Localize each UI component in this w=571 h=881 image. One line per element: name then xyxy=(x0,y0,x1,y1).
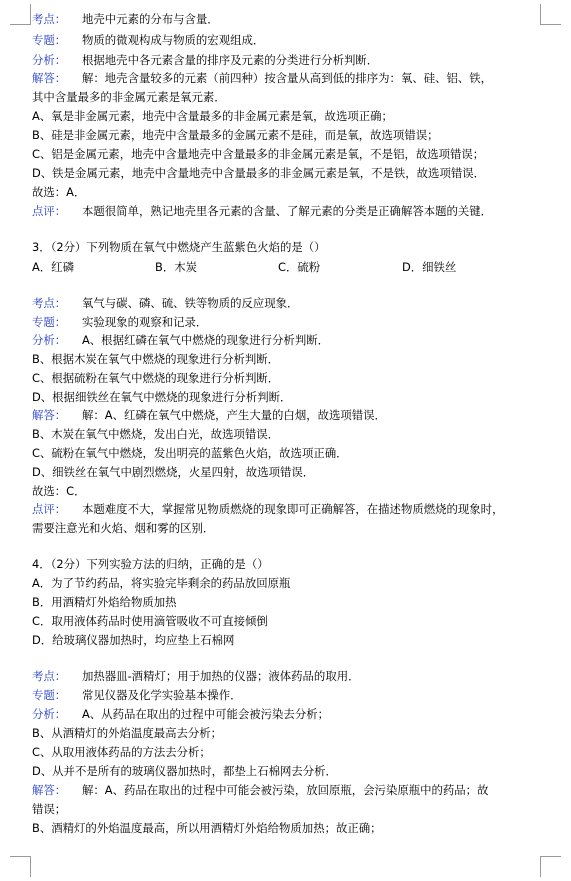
q2-kaodian-line xyxy=(32,12,219,26)
q3-jieda-cont: C、硫粉在氧气中燃烧，发出明亮的蓝紫色火焰，故选项正确． xyxy=(32,446,348,460)
q3-fenxi-cont: C、根据硫粉在氧气中燃烧的现象进行分析判断． xyxy=(32,371,280,385)
jieda-label: 解答： xyxy=(32,71,67,85)
q3-option-a: A．红磷 xyxy=(32,260,74,274)
q2-zhuanti-text: 物质的微观构成与物质的宏观组成． xyxy=(82,33,265,47)
q4-option-a: A．为了节约药品，将实验完毕剩余的药品放回原瓶 xyxy=(32,576,291,590)
q3-fenxi-text: A、根据红磷在氧气中燃烧的现象进行分析判断． xyxy=(82,333,329,347)
q4-question: 4．（2分）下列实验方法的归纳，正确的是（） xyxy=(32,557,269,571)
q3-fenxi-line xyxy=(32,333,329,347)
q4-fenxi-text: A、从药品在取出的过程中可能会被污染去分析； xyxy=(82,707,329,721)
q4-jieda-cont: B、酒精灯的外焰温度最高，所以用酒精灯外焰给物质加热；故正确； xyxy=(32,821,382,835)
q3-fenxi-cont: B、根据木炭在氧气中燃烧的现象进行分析判断． xyxy=(32,352,280,366)
q2-jieda-line xyxy=(32,71,492,85)
q4-jieda-text: 解：A、药品在取出的过程中可能会被污染，放回原瓶，会污染原瓶中的药品；故 xyxy=(82,783,489,797)
q3-jieda-cont: D、细铁丝在氧气中剧烈燃烧，火星四射，故选项错误． xyxy=(32,465,315,479)
q3-dianping-line xyxy=(32,502,503,516)
q4-option-c: C．取用液体药品时使用滴管吸收不可直接倾倒 xyxy=(32,614,268,628)
q2-zhuanti-line xyxy=(32,33,264,47)
fenxi-label: 分析： xyxy=(32,53,67,67)
dianping-label: 点评： xyxy=(32,204,67,218)
q2-dianping-text: 本题很简单，熟记地壳里各元素的含量、了解元素的分类是正确解答本题的关键． xyxy=(82,204,493,218)
q3-kaodian-line xyxy=(32,296,298,310)
q2-dianping-line xyxy=(32,204,492,218)
q2-answer-line: D、铁是金属元素，地壳中含量地壳中含量最多的非金属元素是氧，不是铁，故选项错误． xyxy=(32,166,486,180)
zhuanti-label: 专题： xyxy=(32,315,67,329)
q4-fenxi-cont: C、从取用液体药品的方法去分析； xyxy=(32,745,211,759)
crop-mark-top-right xyxy=(540,4,561,25)
q3-dianping-text: 本题难度不大，掌握常见物质燃烧的现象即可正确解答，在描述物质燃烧的现象时， xyxy=(82,502,504,516)
zhuanti-label: 专题： xyxy=(32,33,67,47)
jieda-label: 解答： xyxy=(32,783,67,797)
q3-zhuanti-line xyxy=(32,315,207,329)
kaodian-label: 考点： xyxy=(32,12,67,26)
q4-option-b: B．用酒精灯外焰给物质加热 xyxy=(32,595,177,609)
q2-fenxi-line xyxy=(32,53,378,67)
q3-dianping-cont: 需要注意光和火焰、烟和雾的区别． xyxy=(32,521,215,535)
crop-mark-bottom-right xyxy=(540,856,561,877)
q2-answer-choice: 故选：A． xyxy=(32,185,86,199)
q2-answer-line: B、硅是非金属元素，地壳中含量最多的金属元素不是硅，而是氧，故选项错误； xyxy=(32,128,439,142)
q4-kaodian-text: 加热器皿-酒精灯；用于加热的仪器；液体药品的取用． xyxy=(82,669,360,683)
q3-jieda-cont: B、木炭在氧气中燃烧，发出白光，故选项错误． xyxy=(32,427,280,441)
jieda-label: 解答： xyxy=(32,408,67,422)
crop-mark-bottom-left xyxy=(10,856,31,877)
q3-jieda-line xyxy=(32,408,386,422)
fenxi-label: 分析： xyxy=(32,707,67,721)
q4-jieda-line xyxy=(32,783,488,797)
q2-answer-line: 其中含量最多的非金属元素是氧元素． xyxy=(32,90,226,104)
q3-kaodian-text: 氧气与碳、磷、硫、铁等物质的反应现象． xyxy=(82,296,299,310)
q4-zhuanti-text: 常见仪器及化学实验基本操作． xyxy=(82,688,242,702)
q2-fenxi-text: 根据地壳中各元素含量的排序及元素的分类进行分析判断． xyxy=(82,53,379,67)
q3-option-c: C．硫粉 xyxy=(278,260,321,274)
zhuanti-label: 专题： xyxy=(32,688,67,702)
q3-question: 3．（2分）下列物质在氧气中燃烧产生蓝紫色火焰的是（） xyxy=(32,240,326,254)
q3-option-b: B．木炭 xyxy=(155,260,197,274)
q3-option-d: D．细铁丝 xyxy=(402,260,457,274)
fenxi-label: 分析： xyxy=(32,333,67,347)
q3-fenxi-cont: D、根据细铁丝在氧气中燃烧的现象进行分析判断． xyxy=(32,390,292,404)
q4-kaodian-line xyxy=(32,669,360,683)
q4-fenxi-cont: B、从酒精灯的外焰温度最高去分析； xyxy=(32,726,223,740)
q2-answer-line: A、氧是非金属元素，地壳中含量最多的非金属元素是氧，故选项正确； xyxy=(32,109,393,123)
q3-answer-choice: 故选：C． xyxy=(32,484,86,498)
kaodian-label: 考点： xyxy=(32,669,67,683)
kaodian-label: 考点： xyxy=(32,296,67,310)
q2-kaodian-text: 地壳中元素的分布与含量． xyxy=(82,12,219,26)
crop-mark-top-left xyxy=(10,4,31,25)
q3-zhuanti-text: 实验现象的观察和记录． xyxy=(82,315,208,329)
q4-fenxi-line xyxy=(32,707,329,721)
q3-jieda-text: 解：A、红磷在氧气中燃烧，产生大量的白烟，故选项错误． xyxy=(82,408,386,422)
q2-jieda-text: 解：地壳含量较多的元素（前四种）按含量从高到低的排序为：氧、硅、铝、铁， xyxy=(82,71,493,85)
q4-fenxi-cont: D、从并不是所有的玻璃仪器加热时，都垫上石棉网去分析． xyxy=(32,764,337,778)
dianping-label: 点评： xyxy=(32,502,67,516)
q4-jieda-cont: 错误； xyxy=(32,802,67,816)
q4-option-d: D．给玻璃仪器加热时，均应垫上石棉网 xyxy=(32,633,235,647)
q2-answer-line: C、铝是金属元素，地壳中含量地壳中含量最多的非金属元素是氧，不是铝，故选项错误； xyxy=(32,147,485,161)
q4-zhuanti-line xyxy=(32,688,241,702)
